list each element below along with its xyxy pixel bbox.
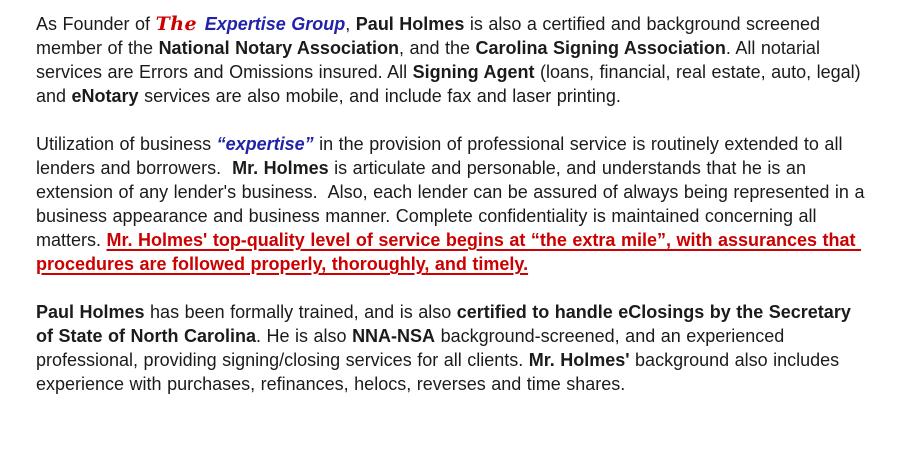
text-segment: certified to handle eClosings by the Secretary of State of North Carolina xyxy=(36,302,857,346)
text-segment: . He is also xyxy=(256,326,353,346)
text-segment: background-screened, and an experienced professional, providing signing/closing services for all clients. xyxy=(36,326,790,370)
credentials-paragraph xyxy=(36,300,872,396)
text-segment: in the provision of professional service is routinely extended to all lenders and borrowers. xyxy=(36,134,848,178)
text-segment: Signing Agent xyxy=(412,62,535,82)
intro-paragraph xyxy=(36,12,872,108)
service-paragraph xyxy=(36,132,872,276)
text-segment: Paul Holmes xyxy=(355,14,465,34)
text-segment: eNotary xyxy=(71,86,139,106)
text-segment: Expertise Group xyxy=(204,14,346,34)
text-segment: Mr. Holmes' top-quality level of service begins at “the extra mile”, with assurances that procedures are followed properly, thoroughly, and timely. xyxy=(36,230,862,274)
text-segment: Paul Holmes xyxy=(36,302,145,322)
text-segment: As Founder of xyxy=(36,14,156,34)
text-segment: has been formally trained, and is also xyxy=(144,302,457,322)
text-segment: is also a certified and background screened member of the xyxy=(36,14,826,58)
text-segment: . All notarial services are Errors and Omissions insured. All xyxy=(36,38,826,82)
document-body xyxy=(36,12,872,396)
text-segment: is articulate and personable, and understands that he is an extension of any lender's business. Also, each lender can be assured of always being represented in a business appearance and business manner. Complete confidentiality is maintained concerning all matters. xyxy=(36,158,870,250)
text-segment: (loans, financial, real estate, auto, legal) and xyxy=(36,62,867,106)
text-segment: background also includes experience with purchases, refinances, helocs, reverses and time shares. xyxy=(36,350,845,394)
text-segment: services are also mobile, and include fax and laser printing. xyxy=(138,86,621,106)
text-segment: , xyxy=(345,14,356,34)
text-segment: The xyxy=(155,13,205,35)
text-segment: National Notary Association xyxy=(158,38,399,58)
text-segment: “expertise” xyxy=(216,134,314,154)
text-segment: Carolina Signing Association xyxy=(475,38,726,58)
text-segment: , and the xyxy=(398,38,476,58)
text-segment: NNA-NSA xyxy=(352,326,436,346)
text-segment: Mr. Holmes xyxy=(232,158,329,178)
text-segment: Mr. Holmes' xyxy=(528,350,630,370)
text-segment: Utilization of business xyxy=(36,134,217,154)
